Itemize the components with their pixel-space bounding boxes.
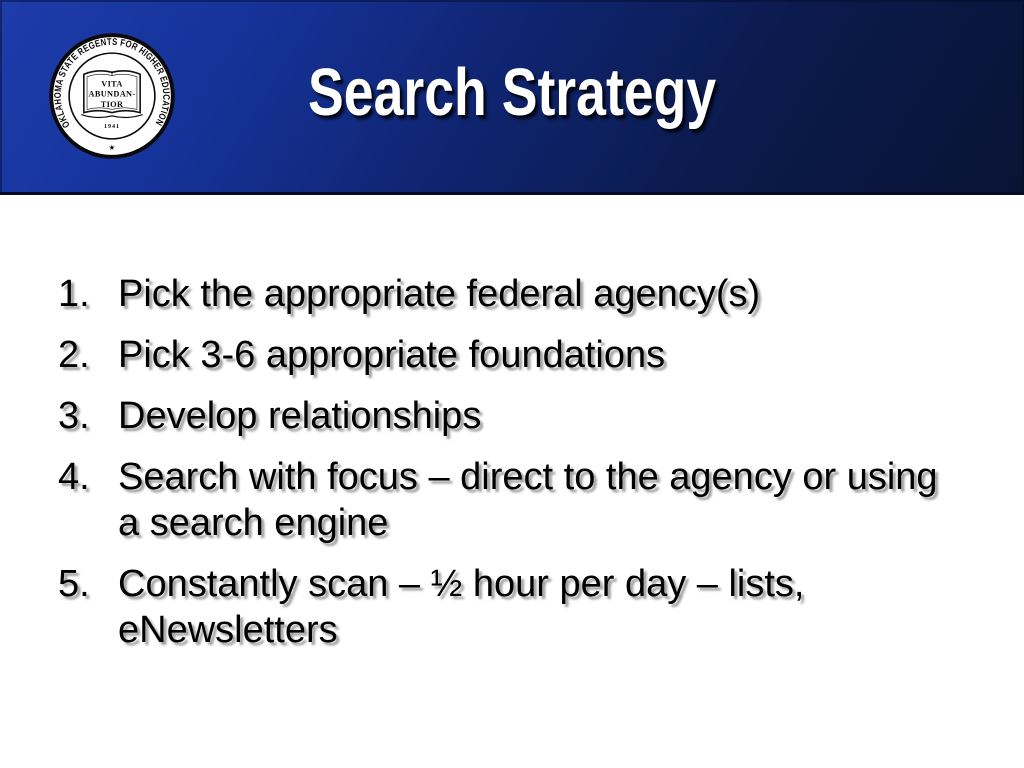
seal-motto-line2: ABUNDAN- [88, 89, 136, 99]
slide-body [0, 195, 1024, 668]
seal-motto-line1: VITA [101, 79, 123, 89]
list-item-text: Pick 3-6 appropriate foundations [118, 334, 666, 376]
list-item [58, 393, 1024, 439]
seal-year: 1941 [104, 124, 120, 130]
seal-ring-text: OKLAHOMA STATE REGENTS FOR HIGHER EDUCATION [52, 36, 172, 130]
header-banner [0, 0, 1024, 195]
page-title-text: Search Strategy [307, 55, 717, 130]
list-item-number: 2. [58, 334, 90, 376]
page-title [0, 55, 1024, 130]
list-item [58, 332, 1024, 378]
seal-motto-line3: TIOR [100, 99, 124, 109]
list-item-text: Search with focus – direct to the agency or using a search engine [118, 456, 938, 544]
list-item-number: 3. [58, 395, 90, 437]
list-item-text: Develop relationships [118, 395, 482, 437]
list-item [58, 561, 1024, 653]
list-item-text: Constantly scan – ½ hour per day – lists, eNewsletters [118, 563, 805, 651]
search-strategy-list [0, 271, 1024, 653]
list-item-number: 1. [58, 273, 90, 315]
list-item-text: Pick the appropriate federal agency(s) [118, 273, 761, 315]
seal-star-icon: ★ [108, 142, 116, 152]
list-item [58, 271, 1024, 317]
list-item [58, 454, 1024, 546]
list-item-number: 5. [58, 563, 90, 605]
list-item-number: 4. [58, 456, 90, 498]
